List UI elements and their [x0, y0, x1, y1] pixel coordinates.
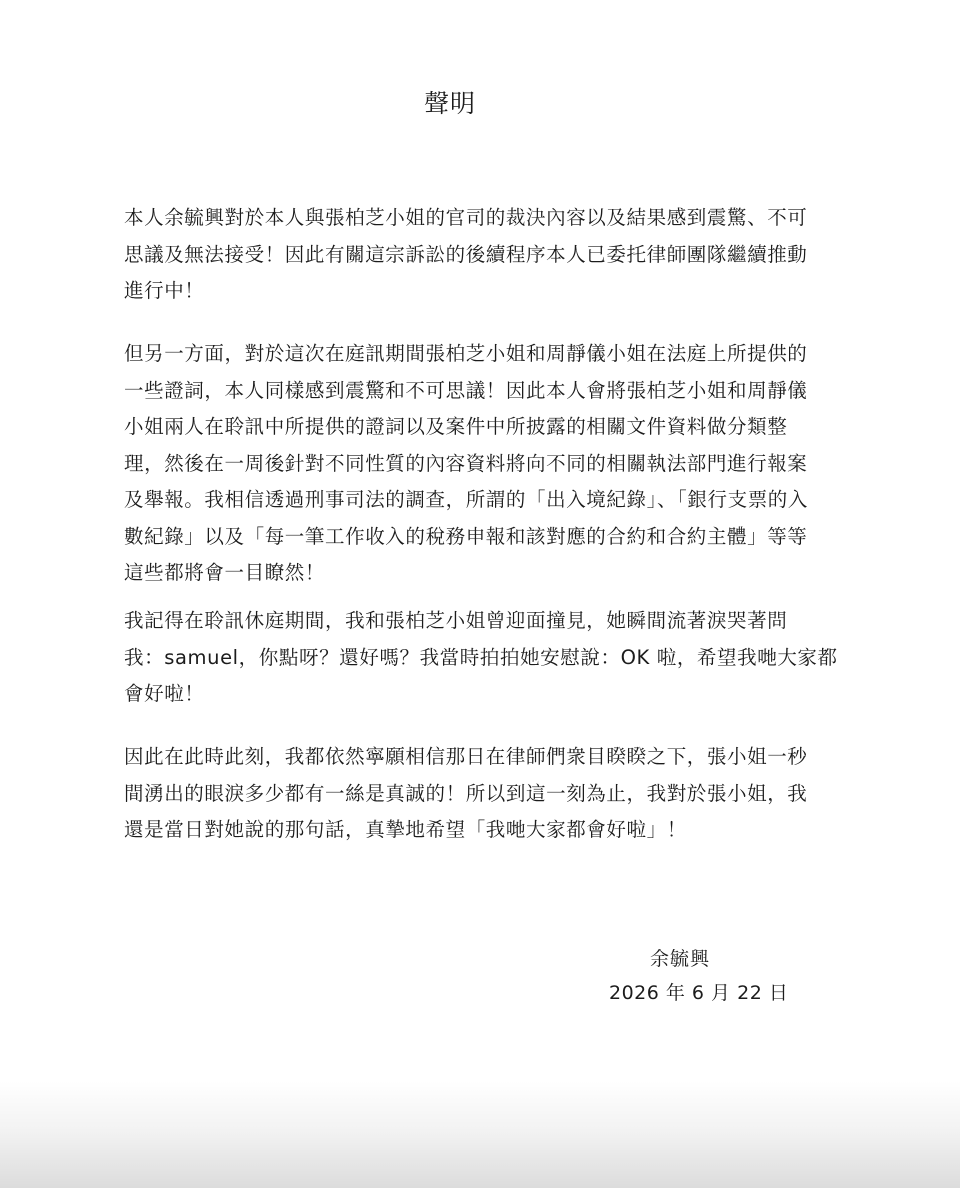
paragraph-line: 但另一方面，對於這次在庭訊期間張柏芝小姐和周靜儀小姐在法庭上所提供的: [124, 342, 808, 365]
paragraph-line: 還是當日對她說的那句話，真摯地希望「我哋大家都會好啦」！: [124, 818, 687, 841]
paragraph-line: 數紀錄」以及「每一筆工作收入的稅務申報和該對應的合約和合約主體」等等: [124, 524, 808, 548]
paragraph-line: 思議及無法接受！因此有關這宗訴訟的後續程序本人已委托律師團隊繼續推動: [124, 242, 808, 266]
paragraph-line: 理，然後在一周後針對不同性質的內容資料將向不同的相關執法部門進行報案: [124, 451, 808, 475]
paragraph-1: [124, 200, 824, 310]
signature-name: 余毓興: [650, 948, 711, 970]
paragraph-line: 這些都將會一目瞭然！: [124, 561, 326, 584]
document-title: 聲明: [423, 89, 476, 118]
paragraph-line: 我：samuel，你點呀？還好嗎？我當時拍拍她安慰說：OK 啦，希望我哋大家都: [124, 645, 838, 669]
paragraph-line: 一些證詞，本人同樣感到震驚和不可思議！因此本人會將張柏芝小姐和周靜儀: [124, 378, 808, 402]
signature-date: 2026 年 6 月 22 日: [609, 982, 789, 1004]
paragraph-line: 因此在此時此刻，我都依然寧願相信那日在律師們衆目睽睽之下，張小姐一秒: [124, 745, 808, 768]
paragraph-4: [124, 739, 824, 849]
paragraph-line: 我記得在聆訊休庭期間，我和張柏芝小姐曾迎面撞見，她瞬間流著淚哭著問: [124, 609, 788, 632]
paragraph-line: 小姐兩人在聆訊中所提供的證詞以及案件中所披露的相關文件資料做分類整: [124, 415, 788, 438]
paragraph-line: 會好啦！: [124, 682, 205, 705]
paragraph-line: 進行中！: [124, 279, 205, 302]
paragraph-line: 本人余毓興對於本人與張柏芝小姐的官司的裁決內容以及結果感到震驚、不可: [124, 206, 808, 229]
paragraph-line: 及舉報。我相信透過刑事司法的調查，所謂的「出入境紀錄」、「銀行支票的入: [124, 488, 809, 511]
paragraph-line: 間湧出的眼淚多少都有一絲是真誠的！所以到這一刻為止，我對於張小姐，我: [124, 781, 808, 805]
paragraph-2: [124, 336, 824, 592]
paragraph-3: [124, 603, 838, 713]
